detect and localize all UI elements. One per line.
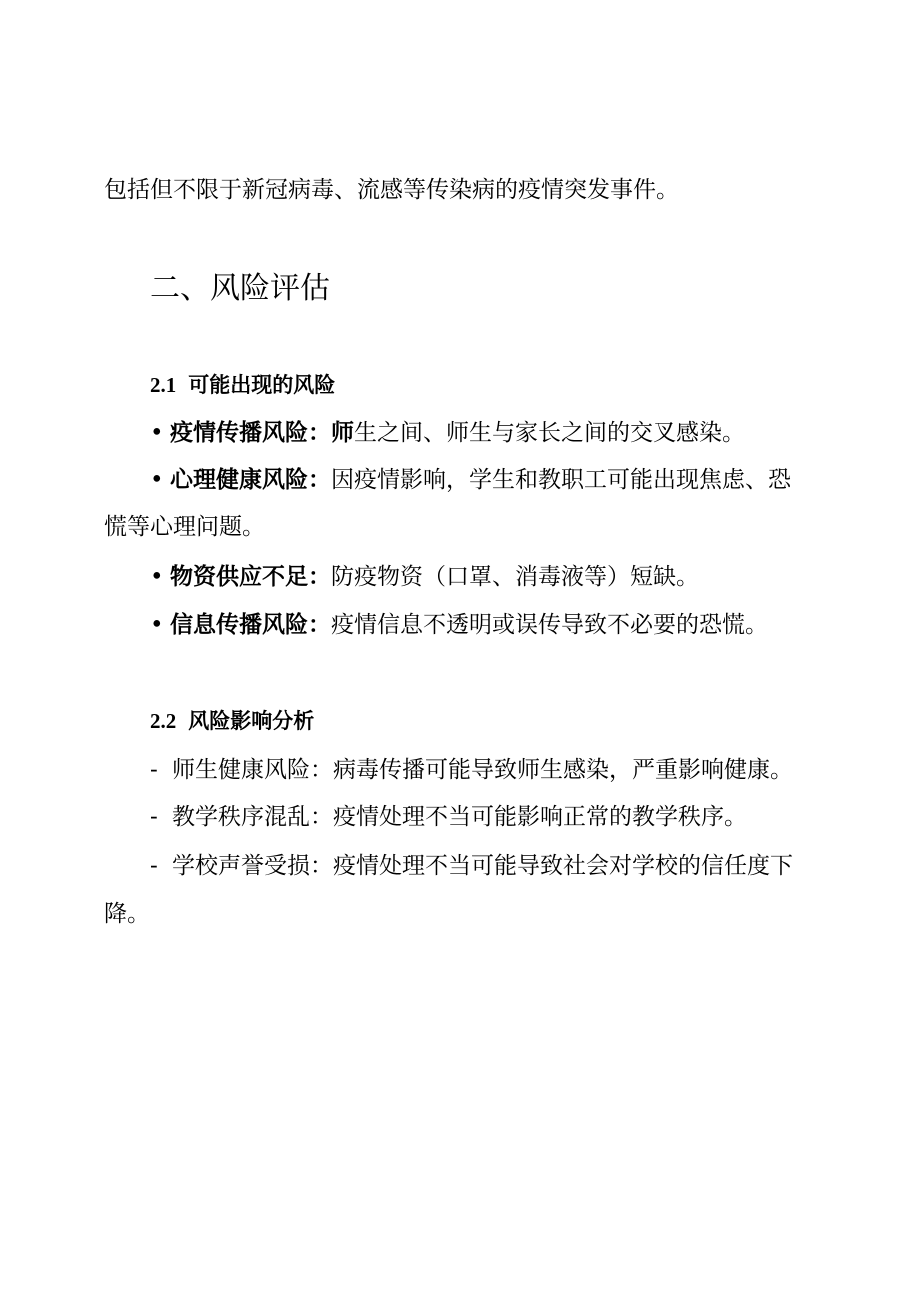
subsection-title: 可能出现的风险: [188, 372, 336, 397]
intro-paragraph: 包括但不限于新冠病毒、流感等传染病的疫情突发事件。: [104, 177, 679, 203]
bullet-icon: •: [150, 612, 164, 638]
dash-marker: -: [150, 853, 158, 879]
subsection-number: 2.1: [150, 373, 177, 397]
bullet-icon: •: [150, 564, 164, 590]
bullet-icon: •: [150, 420, 164, 446]
list-item: [150, 417, 745, 449]
subsection-number: 2.2: [150, 709, 177, 733]
item-text: 生之间、师生与家长之间的交叉感染。: [354, 420, 745, 446]
dash-marker: -: [150, 757, 158, 783]
item-text-bold: 师: [331, 420, 354, 446]
item-text: 防疫物资（口罩、消毒液等）短缺。: [331, 564, 699, 590]
item-term: 疫情传播风险：: [170, 420, 331, 446]
item-term: 信息传播风险：: [170, 612, 331, 638]
bullet-icon: •: [150, 467, 164, 493]
subsection-heading-2-2: [150, 706, 314, 736]
subsection-title: 风险影响分析: [188, 708, 315, 733]
item-text: 疫情信息不透明或误传导致不必要的恐慌。: [331, 612, 768, 638]
item-text: 师生健康风险：病毒传播可能导致师生感染，严重影响健康。: [172, 757, 793, 783]
item-text-continuation: 降。: [104, 901, 150, 927]
item-text-continuation: 慌等心理问题。: [104, 514, 265, 540]
section-heading: 二、风险评估: [150, 271, 330, 306]
item-text: 教学秩序混乱：疫情处理不当可能影响正常的教学秩序。: [172, 804, 747, 830]
dash-marker: -: [150, 804, 158, 830]
list-item: [150, 609, 768, 641]
list-item: [150, 850, 793, 882]
item-text: 因疫情影响，学生和教职工可能出现焦虑、恐: [331, 467, 791, 493]
item-text: 学校声誉受损：疫情处理不当可能导致社会对学校的信任度下: [172, 853, 793, 879]
item-term: 物资供应不足：: [170, 564, 331, 590]
item-term: 心理健康风险：: [170, 467, 331, 493]
list-item: [150, 801, 747, 833]
list-item: [150, 754, 793, 786]
list-item: [150, 464, 791, 496]
list-item: [150, 561, 699, 593]
subsection-heading-2-1: [150, 370, 335, 400]
